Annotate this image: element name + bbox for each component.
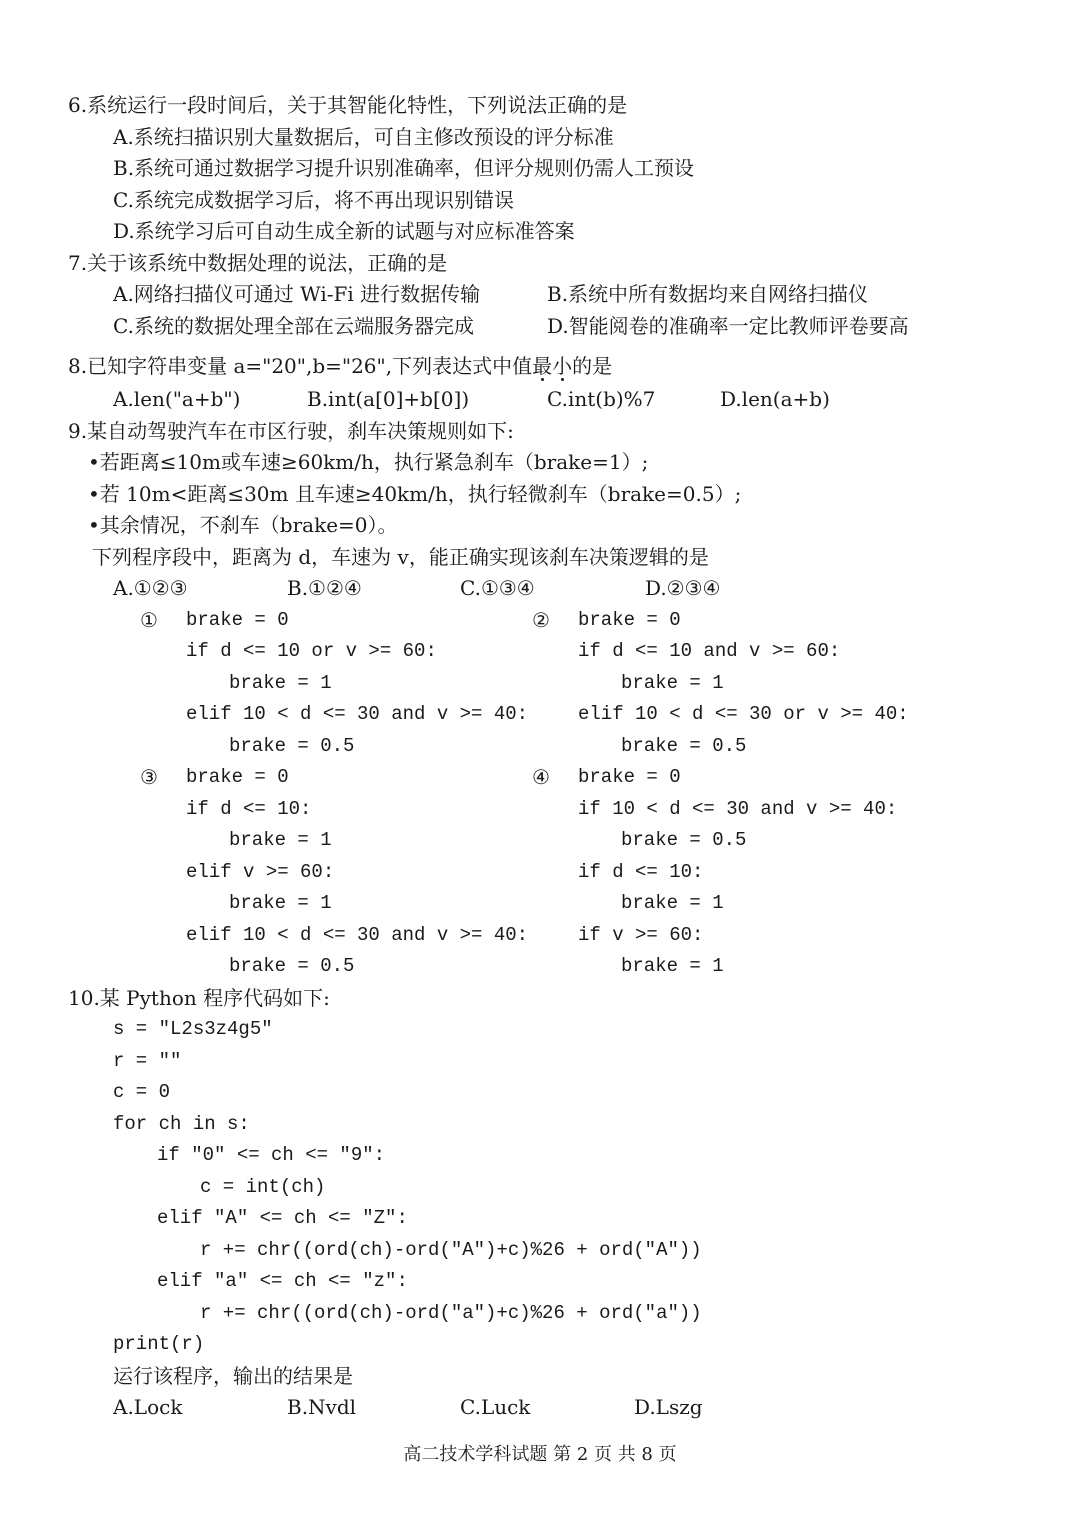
- code-block-2-line: if d <= 10 and v >= 60:: [578, 640, 841, 662]
- q7-stem: 7.关于该系统中数据处理的说法，正确的是: [68, 251, 448, 275]
- code-block-1-marker: ①: [140, 608, 158, 632]
- q10-question: 运行该程序，输出的结果是: [113, 1364, 353, 1388]
- q7-option-b: B.系统中所有数据均来自网络扫描仪: [547, 282, 869, 306]
- q10-code-line: elif "A" <= ch <= "Z":: [157, 1207, 408, 1229]
- code-block-3-line: brake = 1: [229, 892, 332, 914]
- code-block-2-line: brake = 0: [578, 609, 681, 631]
- code-block-4-line: if 10 < d <= 30 and v >= 40:: [578, 798, 898, 820]
- code-block-1-line: brake = 1: [229, 672, 332, 694]
- code-block-3-marker: ③: [140, 765, 158, 789]
- q6-option-c: C.系统完成数据学习后，将不再出现识别错误: [113, 188, 514, 212]
- code-block-3-line: brake = 0.5: [229, 955, 355, 977]
- code-block-1-line: brake = 0: [186, 609, 289, 631]
- q9-rule-1: •若距离≤10m或车速≥60km/h，执行紧急刹车（brake=1）;: [88, 450, 649, 474]
- q9-rule-3: •其余情况，不刹车（brake=0）。: [88, 513, 398, 537]
- q7-option-c: C.系统的数据处理全部在云端服务器完成: [113, 314, 474, 338]
- code-block-4-line: if d <= 10:: [578, 861, 704, 883]
- code-block-4-line: brake = 0: [578, 766, 681, 788]
- q10-option-c: C.Luck: [460, 1395, 531, 1419]
- q8-option-c: C.int(b)%7: [547, 387, 656, 411]
- q10-code-line: r = "": [113, 1050, 182, 1072]
- page-footer: 高二技术学科试题 第 2 页 共 8 页: [403, 1444, 677, 1465]
- q10-code-line: r += chr((ord(ch)-ord("a")+c)%26 + ord("a")): [200, 1302, 702, 1324]
- q10-code-line: r += chr((ord(ch)-ord("A")+c)%26 + ord("A")): [200, 1239, 702, 1261]
- q10-stem: 10.某 Python 程序代码如下:: [68, 986, 330, 1010]
- q8-stem-post: 的是: [572, 354, 613, 378]
- code-block-4-marker: ④: [532, 765, 550, 789]
- code-block-1-line: brake = 0.5: [229, 735, 355, 757]
- q6-option-d: D.系统学习后可自动生成全新的试题与对应标准答案: [113, 219, 575, 243]
- q10-code-line: elif "a" <= ch <= "z":: [157, 1270, 408, 1292]
- q8-option-b: B.int(a[0]+b[0]): [307, 387, 470, 411]
- q10-option-b: B.Nvdl: [287, 1395, 357, 1419]
- code-block-1-line: if d <= 10 or v >= 60:: [186, 640, 437, 662]
- code-block-2-marker: ②: [532, 608, 550, 632]
- q10-code-line: if "0" <= ch <= "9":: [157, 1144, 386, 1166]
- code-block-2-line: elif 10 < d <= 30 or v >= 40:: [578, 703, 909, 725]
- q8-stem-pre: 8.已知字符串变量 a="20",b="26",下列表达式中值: [68, 354, 533, 378]
- q6-option-a: A.系统扫描识别大量数据后，可自主修改预设的评分标准: [113, 125, 614, 149]
- q10-option-d: D.Lszg: [634, 1395, 703, 1419]
- q8-option-a: A.len("a+b"): [113, 387, 241, 411]
- q10-code-line: c = int(ch): [200, 1176, 326, 1198]
- q9-question: 下列程序段中，距离为 d，车速为 v，能正确实现该刹车决策逻辑的是: [92, 545, 709, 569]
- q9-option-d: D.②③④: [645, 576, 721, 600]
- code-block-3-line: if d <= 10:: [186, 798, 312, 820]
- code-block-3-line: elif v >= 60:: [186, 861, 335, 883]
- code-block-3-line: elif 10 < d <= 30 and v >= 40:: [186, 924, 529, 946]
- q10-code-line: print(r): [113, 1333, 205, 1355]
- q8-option-d: D.len(a+b): [720, 387, 830, 411]
- q9-option-c: C.①③④: [460, 576, 535, 600]
- q10-code-line: c = 0: [113, 1081, 171, 1103]
- q9-option-a: A.①②③: [113, 576, 188, 600]
- q6-option-b: B.系统可通过数据学习提升识别准确率，但评分规则仍需人工预设: [113, 156, 695, 180]
- q8-stem-emphasis-1: 最: [532, 354, 553, 378]
- q7-option-a: A.网络扫描仪可通过 Wi-Fi 进行数据传输: [113, 282, 481, 306]
- q6-stem: 6.系统运行一段时间后，关于其智能化特性，下列说法正确的是: [68, 93, 628, 117]
- q10-option-a: A.Lock: [113, 1395, 183, 1419]
- code-block-2-line: brake = 1: [621, 672, 724, 694]
- q10-code-line: for ch in s:: [113, 1113, 250, 1135]
- code-block-1-line: elif 10 < d <= 30 and v >= 40:: [186, 703, 529, 725]
- code-block-4-line: if v >= 60:: [578, 924, 704, 946]
- q10-code-line: s = "L2s3z4g5": [113, 1018, 273, 1040]
- code-block-3-line: brake = 1: [229, 829, 332, 851]
- q9-option-b: B.①②④: [287, 576, 362, 600]
- code-block-3-line: brake = 0: [186, 766, 289, 788]
- code-block-2-line: brake = 0.5: [621, 735, 747, 757]
- q9-rule-2: •若 10m<距离≤30m 且车速≥40km/h，执行轻微刹车（brake=0.5）;: [88, 482, 742, 506]
- q9-stem: 9.某自动驾驶汽车在市区行驶，刹车决策规则如下:: [68, 419, 514, 443]
- code-block-4-line: brake = 0.5: [621, 829, 747, 851]
- q8-stem-emphasis-2: 小: [552, 354, 573, 378]
- code-block-4-line: brake = 1: [621, 892, 724, 914]
- q7-option-d: D.智能阅卷的准确率一定比教师评卷要高: [547, 314, 909, 338]
- code-block-4-line: brake = 1: [621, 955, 724, 977]
- q8-stem: [68, 351, 612, 381]
